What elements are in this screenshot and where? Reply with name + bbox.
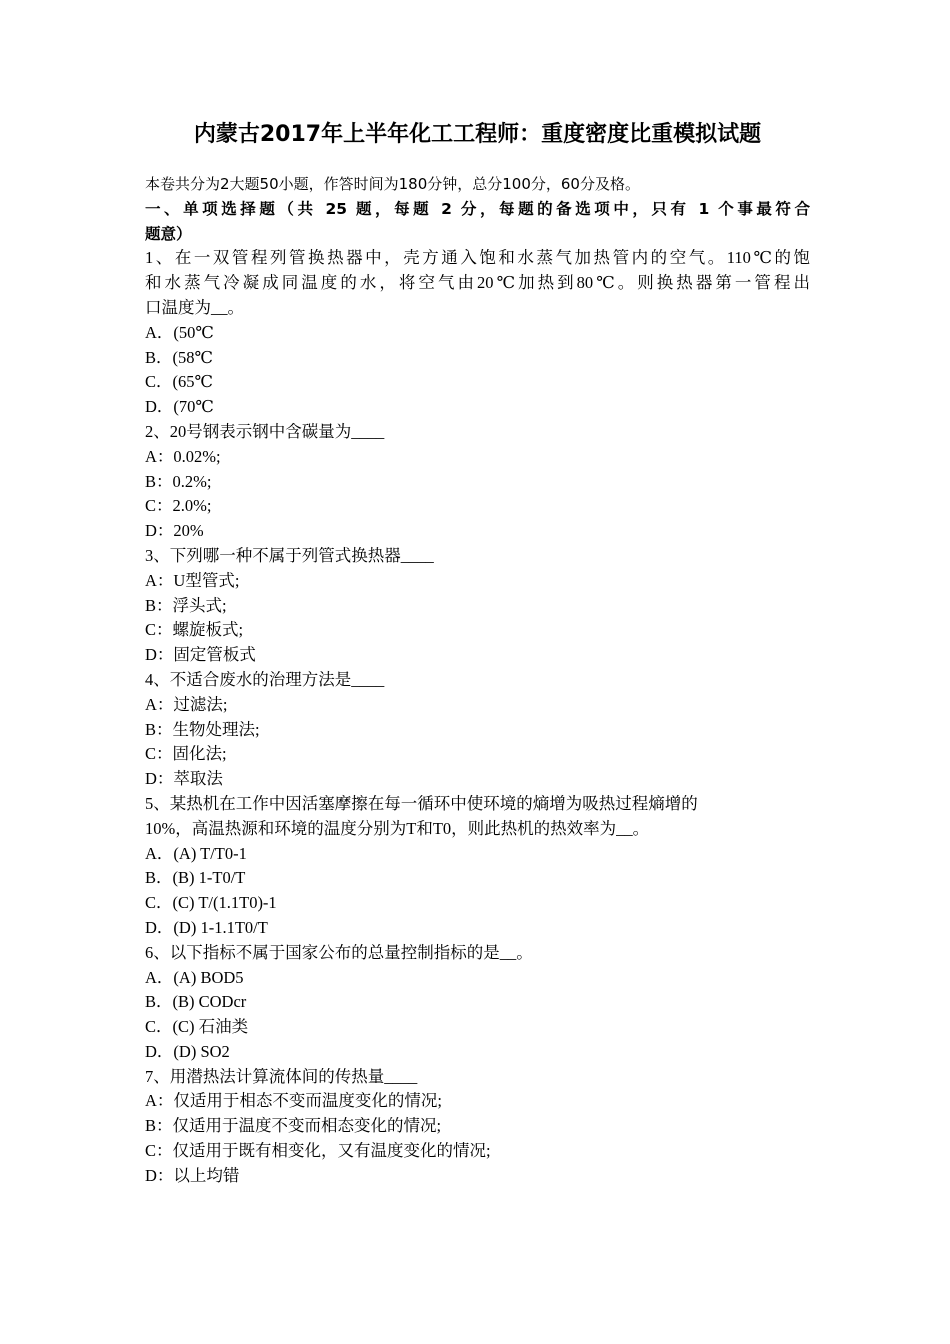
exam-intro: 本卷共分为2大题50小题，作答时间为180分钟，总分100分，60分及格。: [145, 175, 640, 193]
question-2: [145, 420, 810, 544]
option-d: D：以上均错: [145, 1165, 240, 1185]
option-a: A．(A) BOD5: [145, 967, 244, 987]
option-c: C：固化法;: [145, 744, 227, 764]
question-text-line: 2、20号钢表示钢中含碳量为____: [145, 421, 385, 441]
section-heading-line: 一、单项选择题（共 25 题，每题 2 分，每题的备选项中，只有 1 个事最符合: [145, 199, 810, 218]
question-text-line: 1、在一双管程列管换热器中，壳方通入饱和水蒸气加热管内的空气。110℃的饱: [145, 248, 810, 268]
question-7: [145, 1065, 810, 1189]
option-b: B：生物处理法;: [145, 719, 260, 739]
question-5: [145, 792, 810, 941]
section-heading-line: 题意）: [145, 224, 192, 243]
option-a: A．(50℃: [145, 322, 214, 342]
option-b: B．(B) CODcr: [145, 992, 247, 1012]
option-c: C．(C) T/(1.1T0)-1: [145, 893, 277, 913]
question-4: [145, 668, 810, 792]
option-c: C：仅适用于既有相变化，又有温度变化的情况;: [145, 1141, 491, 1161]
option-d: D．(70℃: [145, 397, 214, 417]
option-c: C．(C) 石油类: [145, 1017, 249, 1037]
question-text-line: 3、下列哪一种不属于列管式换热器____: [145, 545, 434, 565]
question-text-line: 10%，高温热源和环境的温度分别为T和T0，则此热机的热效率为__。: [145, 818, 650, 838]
question-3: [145, 544, 810, 668]
question-text-line: 和水蒸气冷凝成同温度的水，将空气由20℃加热到80℃。则换热器第一管程出: [145, 273, 810, 293]
option-b: B．(B) 1-T0/T: [145, 868, 246, 888]
option-a: A：过滤法;: [145, 694, 228, 714]
question-1: [145, 246, 810, 420]
section-heading: [145, 197, 810, 247]
option-d: D．(D) 1-1.1T0/T: [145, 917, 268, 937]
question-text-line: 口温度为__。: [145, 297, 244, 317]
option-d: D．(D) SO2: [145, 1041, 230, 1061]
option-a: A：0.02%;: [145, 446, 221, 466]
option-d: D：20%: [145, 521, 204, 541]
document-body: [145, 172, 810, 1189]
option-c: C：2.0%;: [145, 496, 212, 516]
option-b: B：浮头式;: [145, 595, 227, 615]
option-a: A：U型管式;: [145, 570, 240, 590]
option-b: B：仅适用于温度不变而相态变化的情况;: [145, 1116, 442, 1136]
question-text-line: 4、不适合废水的治理方法是____: [145, 669, 385, 689]
option-b: B．(58℃: [145, 347, 213, 367]
option-d: D：固定管板式: [145, 645, 256, 665]
option-c: C．(65℃: [145, 372, 213, 392]
question-text-line: 7、用潜热法计算流体间的传热量____: [145, 1066, 418, 1086]
option-c: C：螺旋板式;: [145, 620, 244, 640]
option-d: D：萃取法: [145, 769, 223, 789]
option-a: A：仅适用于相态不变而温度变化的情况;: [145, 1091, 442, 1111]
question-6: [145, 941, 810, 1065]
document-title: 内蒙古2017年上半年化工工程师：重度密度比重模拟试题: [193, 122, 762, 147]
option-a: A．(A) T/T0-1: [145, 843, 247, 863]
question-text-line: 5、某热机在工作中因活塞摩擦在每一循环中使环境的熵增为吸热过程熵增的: [145, 793, 698, 813]
question-text-line: 6、以下指标不属于国家公布的总量控制指标的是__。: [145, 942, 533, 962]
option-b: B：0.2%;: [145, 471, 212, 491]
